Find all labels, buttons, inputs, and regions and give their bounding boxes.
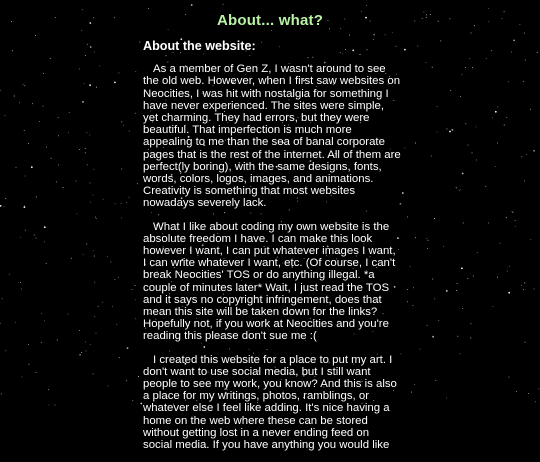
page-title: About... what? bbox=[216, 12, 324, 29]
section-heading: About the website: bbox=[143, 39, 256, 53]
paragraph-gen-z: As a member of Gen Z, I wasn't around to see the old web. However, when I first saw websites on Neocities, I was hit with nostalgia for something I have never experienced. The sites were simple, yet charming. They had errors, but they were beautiful. That imperfection is much more appealing to me than the sea of banal corporate pages that is the rest of the internet. All of them are perfect(ly boring), with the same designs, fonts, words, colors, logos, images, and animations. Creativity is something that most websites nowadays severely lack. bbox=[143, 63, 401, 210]
about-content bbox=[143, 40, 401, 462]
paragraph-freedom: What I like about coding my own website is the absolute freedom I have. I can make this look however I want, I can put whatever images I want, I can write whatever I want, etc. (Of course, I can't break Neocities' TOS or do anything illegal. *a couple of minutes later* Wait, I just read the TOS and it says no copyright infringement, does that mean this site will be taken down for the links? Hopefully not, if you work at Neocities and you're reading this please don't sue me :( bbox=[143, 220, 396, 343]
paragraph-purpose: I created this website for a place to put my art. I don't want to use social media, but I still want people to see my work, you know? And this is also a place for my writings, photos, ramblings, or whatever else I feel like adding. It's nice having a home on the web where these can be stored without getting lost in a never ending feed on social media. If you have anything you would like bbox=[143, 353, 397, 452]
